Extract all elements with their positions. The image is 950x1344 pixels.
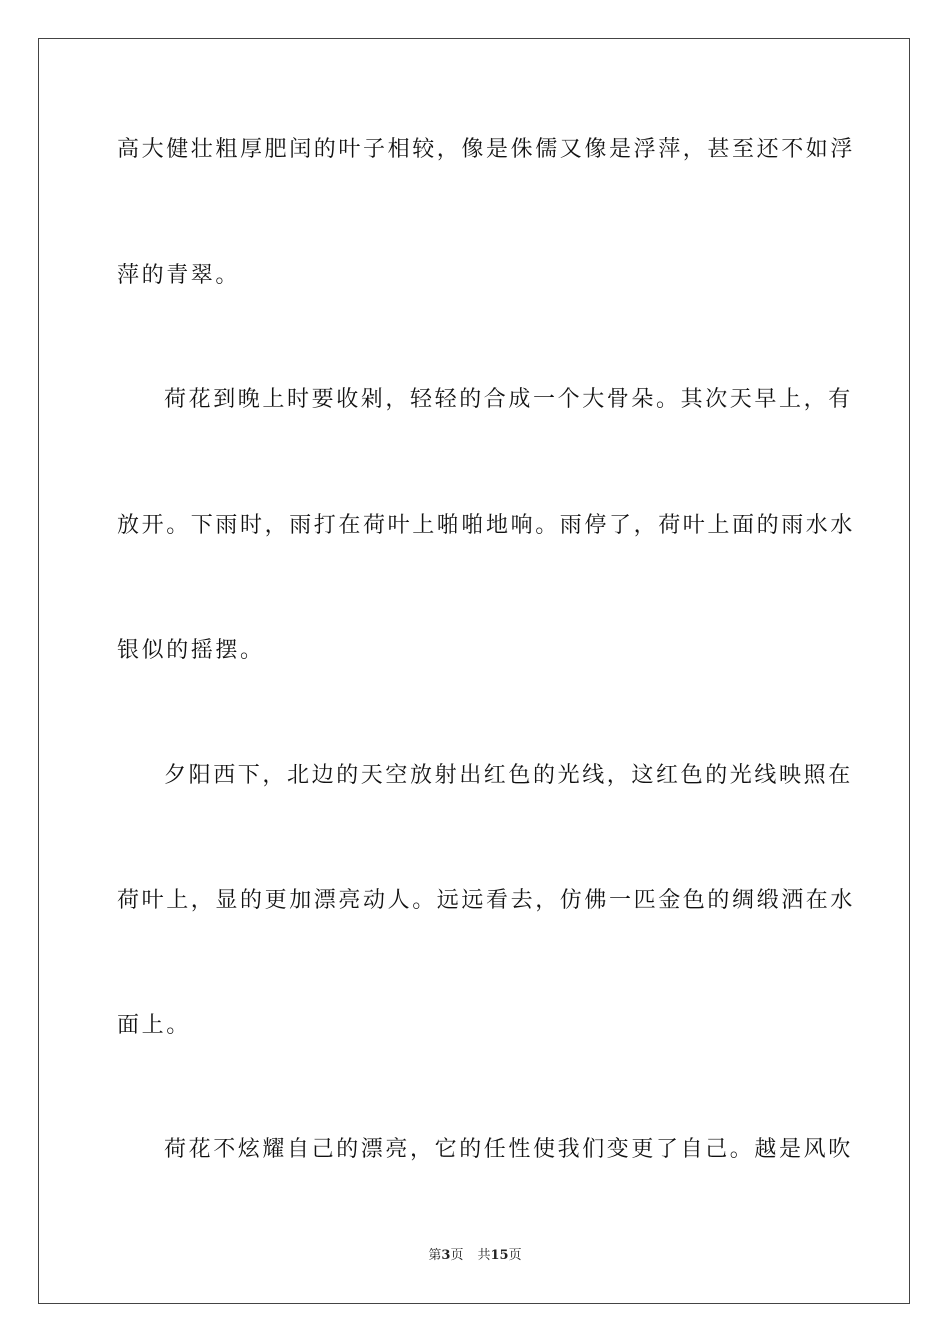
page-footer — [0, 1248, 950, 1264]
paragraph-line-5: 银似的摇摆。 — [117, 638, 265, 663]
paragraph-line-2: 萍的青翠。 — [117, 263, 241, 288]
paragraph-line-4: 放开。下雨时，雨打在荷叶上啪啪地响。雨停了，荷叶上面的雨水水 — [117, 513, 856, 538]
paragraph-line-8: 面上。 — [117, 1013, 191, 1038]
total-prefix: 共 — [477, 1248, 491, 1263]
page-prefix: 第 — [428, 1248, 442, 1263]
paragraph-line-1: 高大健壮粗厚肥闰的叶子相较，像是侏儒又像是浮萍，甚至还不如浮 — [117, 137, 856, 162]
paragraph-line-3: 荷花到晚上时要收剁，轻轻的合成一个大骨朵。其次天早上，有 — [164, 387, 853, 412]
total-unit: 页 — [508, 1248, 522, 1263]
current-page-number: 3 — [441, 1248, 451, 1263]
page-border — [38, 38, 910, 1304]
page-unit: 页 — [450, 1248, 464, 1263]
paragraph-line-6: 夕阳西下，北边的天空放射出红色的光线，这红色的光线映照在 — [164, 763, 853, 788]
paragraph-line-7: 荷叶上，显的更加漂亮动人。远远看去，仿佛一匹金色的绸缎洒在水 — [117, 888, 856, 913]
total-page-number: 15 — [490, 1248, 509, 1263]
paragraph-line-9: 荷花不炫耀自己的漂亮，它的任性使我们变更了自己。越是风吹 — [164, 1137, 853, 1162]
